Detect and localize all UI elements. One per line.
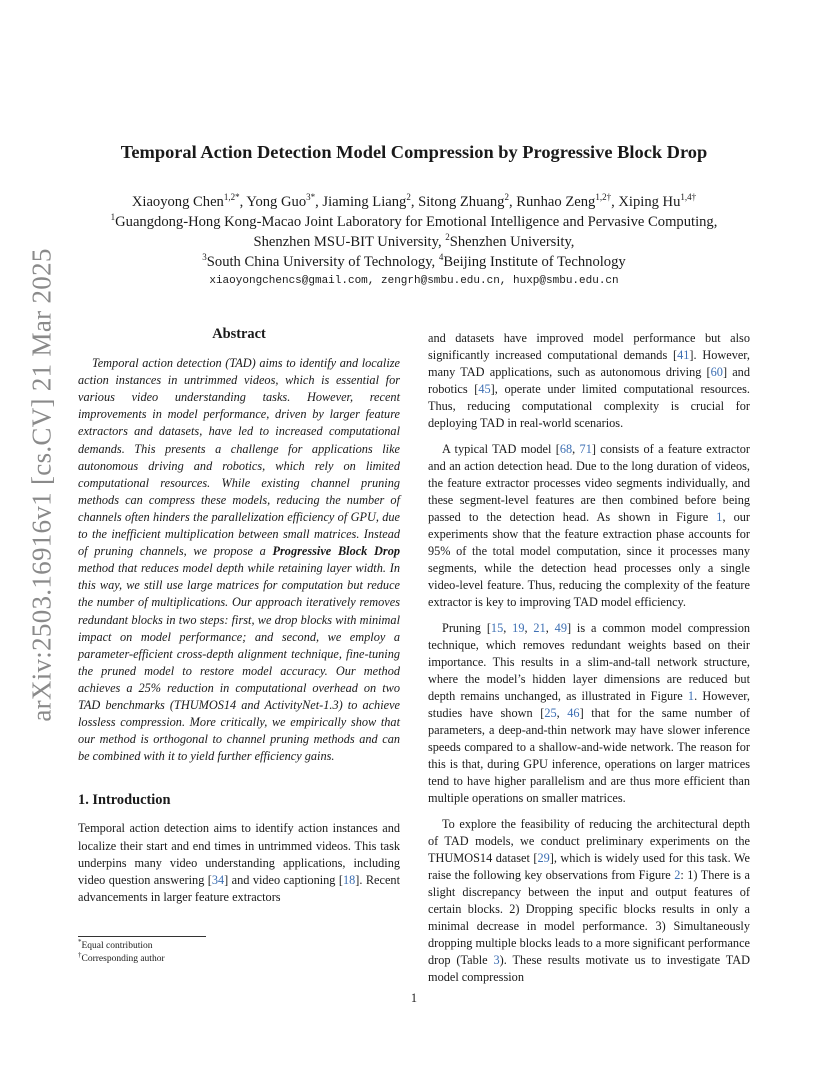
- citation-link[interactable]: 18: [342, 872, 356, 887]
- author-name: Xiping Hu: [618, 194, 681, 210]
- author-affiliation-mark: 2: [406, 192, 411, 203]
- text-run: ,: [556, 705, 568, 720]
- author-affiliation-mark: 3*: [306, 192, 316, 203]
- figure-link[interactable]: 2: [674, 867, 681, 882]
- paper-title: Temporal Action Detection Model Compression by Progressive Block Drop: [120, 142, 708, 162]
- footnotes: [78, 936, 400, 966]
- text-run: ], operate under limited computational resources. Thus, reducing computational complexity is crucial for deploying TAD in real-world scenarios.: [428, 382, 750, 431]
- affiliation-mark: 3: [202, 252, 207, 263]
- method-name: Progressive Block Drop: [272, 544, 400, 559]
- citation-link[interactable]: 15: [490, 620, 504, 635]
- affiliation: Shenzhen MSU-BIT University,: [253, 234, 442, 250]
- abstract-part: method that reduces model depth while retaining layer width. In this way, we still use large matrices for computation but reduce the number of multiplications. Our approach iteratively removes redundant blocks in two steps: first, we drop blocks with minimal impact on model performance; and second, we employ a parameter-efficient cross-depth alignment technique, fine-tuning the pruned model to restore model accuracy. Our method achieves a 25% reduction in computational overhead on two TAD benchmarks (THUMOS14 and ActivityNet-1.3) to achieve lossless compression. More critically, we empirically show that our method is orthogonal to channel pruning methods and can be combined with it to yield further efficiency gains.: [78, 561, 400, 764]
- affiliation-mark: 1: [110, 212, 116, 223]
- author-name: Jiaming Liang: [322, 194, 407, 210]
- text-run: : 1) There is a slight discrepancy between the input and output features of certain blocks. 2) Dropping specific blocks results in only a minimal decrease in model performance. 3) Simultaneously dropping multiple blocks leads to a more significant performance drop (Table: [428, 867, 750, 968]
- author-block: [0, 192, 828, 272]
- footnote-rule: [78, 936, 206, 937]
- citation-link[interactable]: 34: [211, 872, 225, 887]
- affiliation: Shenzhen University,: [449, 234, 575, 250]
- text-run: ,: [572, 441, 580, 456]
- citation-link[interactable]: 60: [710, 365, 723, 380]
- citation-link[interactable]: 49: [554, 620, 567, 635]
- author-emails: xiaoyongchencs@gmail.com, zengrh@smbu.edu.cn, huxp@smbu.edu.cn: [209, 275, 619, 287]
- author-list: Xiaoyong Chen$^{1,2*}$, Yong Guo$^{3*}$, Jiaming Liang$^2$, Sitong Zhuang$^2$, Runhao Zeng$^{1,2\dagger}$, Xiping $Hu^{1,4\dagger}$: [131, 192, 697, 210]
- citation-link[interactable]: 45: [478, 382, 491, 397]
- text-run: ]. However, many TAD applications, such as autonomous driving [: [428, 348, 750, 380]
- section-heading-introduction: 1. Introduction: [78, 792, 171, 809]
- body-paragraph: [428, 620, 750, 808]
- citation-link[interactable]: 41: [677, 348, 690, 363]
- table-link[interactable]: 3: [493, 953, 500, 968]
- author-name: Xiaoyong Chen: [131, 194, 224, 210]
- affiliation-mark: 4: [438, 252, 444, 263]
- footnote: [78, 937, 400, 953]
- text-run: ] that for the same number of parameters, a deep-and-thin network may have slower inference speeds compared to a shallow-and-wide network. The reason for this is that, during GPU inference, operations on larger matrices tend to have higher parallelism and are thus more efficient than multiple operations on smaller matrices.: [428, 705, 750, 806]
- citation-link[interactable]: 25: [544, 705, 557, 720]
- affiliation: Beijing Institute of Technology: [443, 254, 626, 270]
- text-run: ] and robotics [: [428, 365, 750, 397]
- text-run: ] and video captioning [: [224, 872, 343, 887]
- footnote-mark: *: [78, 937, 82, 946]
- body-paragraph: [428, 816, 750, 987]
- left-column: [78, 326, 400, 914]
- text-run: , our experiments show that the feature extraction phase accounts for 95% of the total model computation, since it processes many segments, while the detection head processes only a single video-level feature. Thus, reducing the complexity of the feature extractor is key to improving TAD model efficiency.: [428, 509, 750, 610]
- text-run: A typical TAD model [: [442, 441, 560, 456]
- text-run: ] is a common model compression technique, which removes redundant weights based on their importance. This results in a slim-and-tall network structure, where the model’s hidden layer dimensions are reduced but depth remains unchanged, as illustrated in Figure: [428, 620, 750, 703]
- citation-link[interactable]: 21: [533, 620, 546, 635]
- footnote: [78, 950, 400, 966]
- author-affiliation-mark: 1,2*: [223, 192, 240, 203]
- text-run: ] consists of a feature extractor and an action detection head. Due to the long duration of videos, the feature extractor processes video segments individually, and these segment-level features are then combined before being passed to the detection head. As shown in Figure: [428, 441, 751, 524]
- citation-link[interactable]: 71: [579, 441, 592, 456]
- author-name: Sitong Zhuang: [418, 194, 505, 210]
- author-affiliation-mark: 2: [504, 192, 509, 203]
- footnote-mark: †: [78, 950, 82, 959]
- intro-paragraph: [78, 820, 400, 905]
- abstract-part: Temporal action detection (TAD) aims to identify and localize action instances in untrimmed videos, which is essential for various video understanding tasks. However, recent improvements in model performance, driven by larger feature extractors and datasets, have led to increased computational demands. This presents a challenge for applications like autonomous driving and robotics, which rely on limited computational resources. While existing channel pruning methods can compress these models, reducing the number of channels often hinders the parallelization efficiency of GPU, due to the inefficient multiplication between small matrices. Instead of pruning channels, we propose a: [78, 356, 400, 559]
- citation-link[interactable]: 68: [559, 441, 573, 456]
- affiliation: South China University of Technology,: [206, 254, 436, 270]
- citation-link[interactable]: 29: [537, 850, 550, 865]
- arxiv-identifier: arXiv:2503.16916v1 [cs.CV] 21 Mar 2025: [26, 248, 57, 722]
- footnote-text: Corresponding author: [81, 954, 165, 964]
- citation-link[interactable]: 19: [512, 620, 525, 635]
- text-run: and datasets have improved model performance but also significantly increased computational demands [: [428, 331, 750, 363]
- author-name: Runhao Zeng: [516, 194, 596, 210]
- affiliation-line: [0, 212, 828, 232]
- text-run: ]. Recent advancements in larger feature extractors: [78, 872, 400, 904]
- text-run: ,: [524, 620, 534, 635]
- text-run: . However, studies have shown [: [428, 688, 750, 720]
- affiliation-mark: 2: [445, 232, 450, 243]
- text-run: ], which is widely used for this task. We raise the following key observations from Figure: [428, 850, 750, 882]
- text-run: Temporal action detection aims to identify action instances and localize their start and end times in untrimmed videos. This task underpins many video understanding applications, including video question answering [: [78, 821, 400, 887]
- footnote-text: Equal contribution: [81, 941, 153, 951]
- text-run: Pruning [: [442, 620, 491, 635]
- affiliation: Guangdong-Hong Kong-Macao Joint Laboratory for Emotional Intelligence and Pervasive Computing,: [115, 214, 718, 230]
- text-run: ,: [503, 620, 513, 635]
- author-affiliation-mark: 1,2†: [595, 192, 612, 203]
- right-column: [428, 330, 750, 994]
- body-paragraph: [428, 441, 750, 612]
- text-run: ,: [545, 620, 555, 635]
- author-affiliation-mark: 1,4†: [680, 192, 697, 203]
- text-run: To explore the feasibility of reducing the architectural depth of TAD models, we conduct preliminary experiments on the THUMOS14 dataset [: [428, 816, 750, 865]
- abstract-heading: Abstract: [212, 326, 266, 342]
- figure-link[interactable]: 1: [687, 688, 695, 703]
- text-run: ). These results motivate us to investigate TAD model compression: [428, 953, 751, 985]
- abstract-text: [78, 355, 400, 765]
- page-number: 1: [410, 991, 418, 1005]
- citation-link[interactable]: 46: [567, 705, 580, 720]
- author-name: Yong Guo: [246, 194, 307, 210]
- affiliation-line: [0, 232, 828, 252]
- body-paragraph: [428, 330, 750, 433]
- figure-link[interactable]: 1: [716, 509, 723, 524]
- affiliation-line: [0, 252, 828, 272]
